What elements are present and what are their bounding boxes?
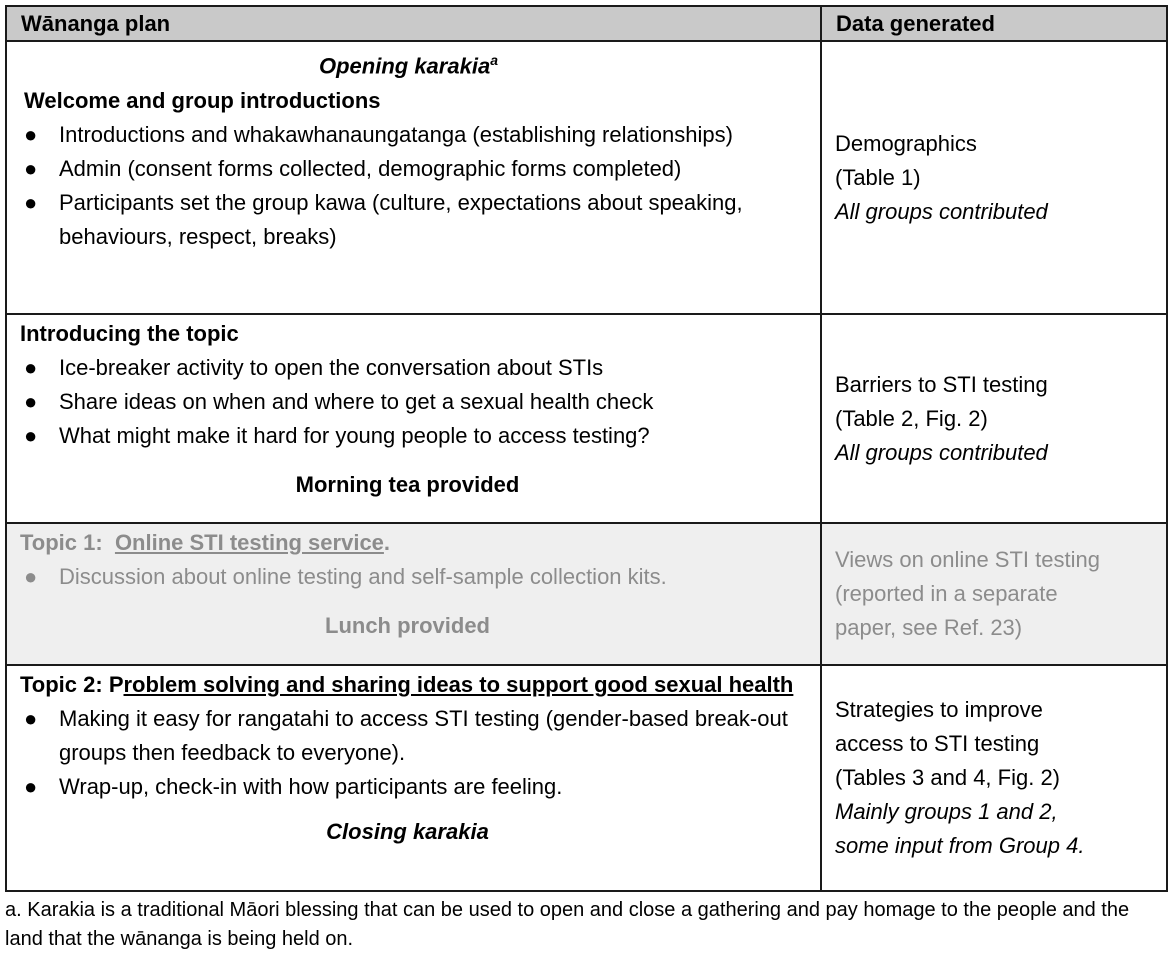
data-line: Mainly groups 1 and 2,: [835, 799, 1058, 824]
data-line: access to STI testing: [835, 731, 1040, 756]
topic-1-bullet-list: [7, 560, 820, 594]
topic-2-heading: [7, 667, 820, 702]
data-line: some input from Group 4.: [835, 833, 1085, 858]
table-row: [6, 665, 1167, 891]
introducing-bullet-list: [7, 351, 820, 453]
list-item: [7, 702, 820, 770]
topic-2-bullet-list: [7, 702, 820, 804]
list-item: [7, 560, 820, 594]
table-row: [6, 314, 1167, 523]
list-item: [7, 385, 820, 419]
opening-karakia: [7, 43, 820, 83]
list-item: [7, 152, 820, 186]
bullet-text: What might make it hard for young people to access testing?: [59, 423, 650, 448]
topic-1-title: Online STI testing service: [114, 530, 384, 555]
topic-1-suffix: .: [383, 530, 391, 555]
bullet-text: Wrap-up, check-in with how participants are feeling.: [59, 774, 563, 799]
bullet-icon: ●: [24, 706, 38, 731]
closing-karakia: Closing karakia: [326, 819, 489, 844]
data-cell-views: [821, 523, 1167, 665]
bullet-icon: ●: [24, 389, 38, 414]
list-item: [7, 118, 820, 152]
bullet-text: Admin (consent forms collected, demographic forms completed): [59, 156, 682, 182]
plan-cell-introducing-topic: [6, 314, 821, 523]
bullet-text: Introductions and whakawhanaungatanga (establishing relationships): [59, 122, 733, 148]
plan-cell-welcome: [6, 41, 821, 314]
bullet-icon: ●: [24, 564, 38, 589]
data-cell-barriers: [821, 314, 1167, 523]
data-cell-demographics: [821, 41, 1167, 314]
list-item: [7, 419, 820, 453]
topic-2-prefix: Topic 2: P: [20, 672, 124, 697]
data-line: (reported in a separate: [835, 581, 1058, 606]
plan-cell-topic-1: [6, 523, 821, 665]
data-line: Barriers to STI testing: [835, 371, 1048, 397]
bullet-text: Discussion about online testing and self-sample collection kits.: [59, 564, 667, 589]
bullet-icon: ●: [24, 190, 38, 216]
topic-1-heading: [7, 525, 820, 560]
data-line: Views on online STI testing: [835, 547, 1100, 572]
data-line: All groups contributed: [835, 198, 1048, 224]
lunch-provided: Lunch provided: [325, 613, 490, 638]
wananga-plan-table: [5, 5, 1168, 892]
bullet-text: Participants set the group kawa (culture, expectations about speaking, behaviours, respect, breaks): [59, 190, 743, 250]
table-header-row: [6, 6, 1167, 41]
introducing-heading: Introducing the topic: [20, 321, 239, 346]
welcome-bullet-list: [7, 118, 820, 254]
data-line: Strategies to improve: [835, 697, 1043, 722]
opening-karakia-text: Opening karakia: [319, 53, 491, 79]
plan-cell-topic-2: [6, 665, 821, 891]
data-line: Demographics: [835, 130, 977, 156]
bullet-icon: ●: [24, 774, 38, 799]
table-row: [6, 523, 1167, 665]
data-line: paper, see Ref. 23): [835, 615, 1023, 640]
topic-1-prefix: Topic 1:: [20, 530, 115, 555]
bullet-text: Share ideas on when and where to get a sexual health check: [59, 389, 654, 414]
topic-2-title: roblem solving and sharing ideas to support good sexual health: [123, 672, 794, 697]
header-wananga-plan: Wānanga plan: [6, 6, 821, 41]
data-line: (Tables 3 and 4, Fig. 2): [835, 765, 1061, 790]
bullet-text: Ice-breaker activity to open the conversation about STIs: [59, 355, 604, 380]
bullet-icon: ●: [24, 156, 38, 182]
data-line: (Table 2, Fig. 2): [835, 405, 988, 431]
table-footnote: a. Karakia is a traditional Māori blessing that can be used to open and close a gathering and pay homage to the people and the land that the wānanga is being held on.: [5, 899, 1130, 950]
data-line: All groups contributed: [835, 439, 1048, 465]
data-cell-strategies: [821, 665, 1167, 891]
bullet-icon: ●: [24, 355, 38, 380]
welcome-heading: Welcome and group introductions: [24, 88, 381, 114]
bullet-icon: ●: [24, 423, 38, 448]
data-line: (Table 1): [835, 164, 921, 190]
list-item: [7, 351, 820, 385]
table-row: [6, 41, 1167, 314]
footnote-marker: a: [490, 52, 498, 68]
bullet-icon: ●: [24, 122, 38, 148]
list-item: [7, 770, 820, 804]
header-data-generated: Data generated: [821, 6, 1167, 41]
morning-tea: Morning tea provided: [295, 472, 520, 497]
list-item: [7, 186, 820, 254]
bullet-text: Making it easy for rangatahi to access STI testing (gender-based break-out groups then feedback to everyone).: [59, 706, 788, 765]
